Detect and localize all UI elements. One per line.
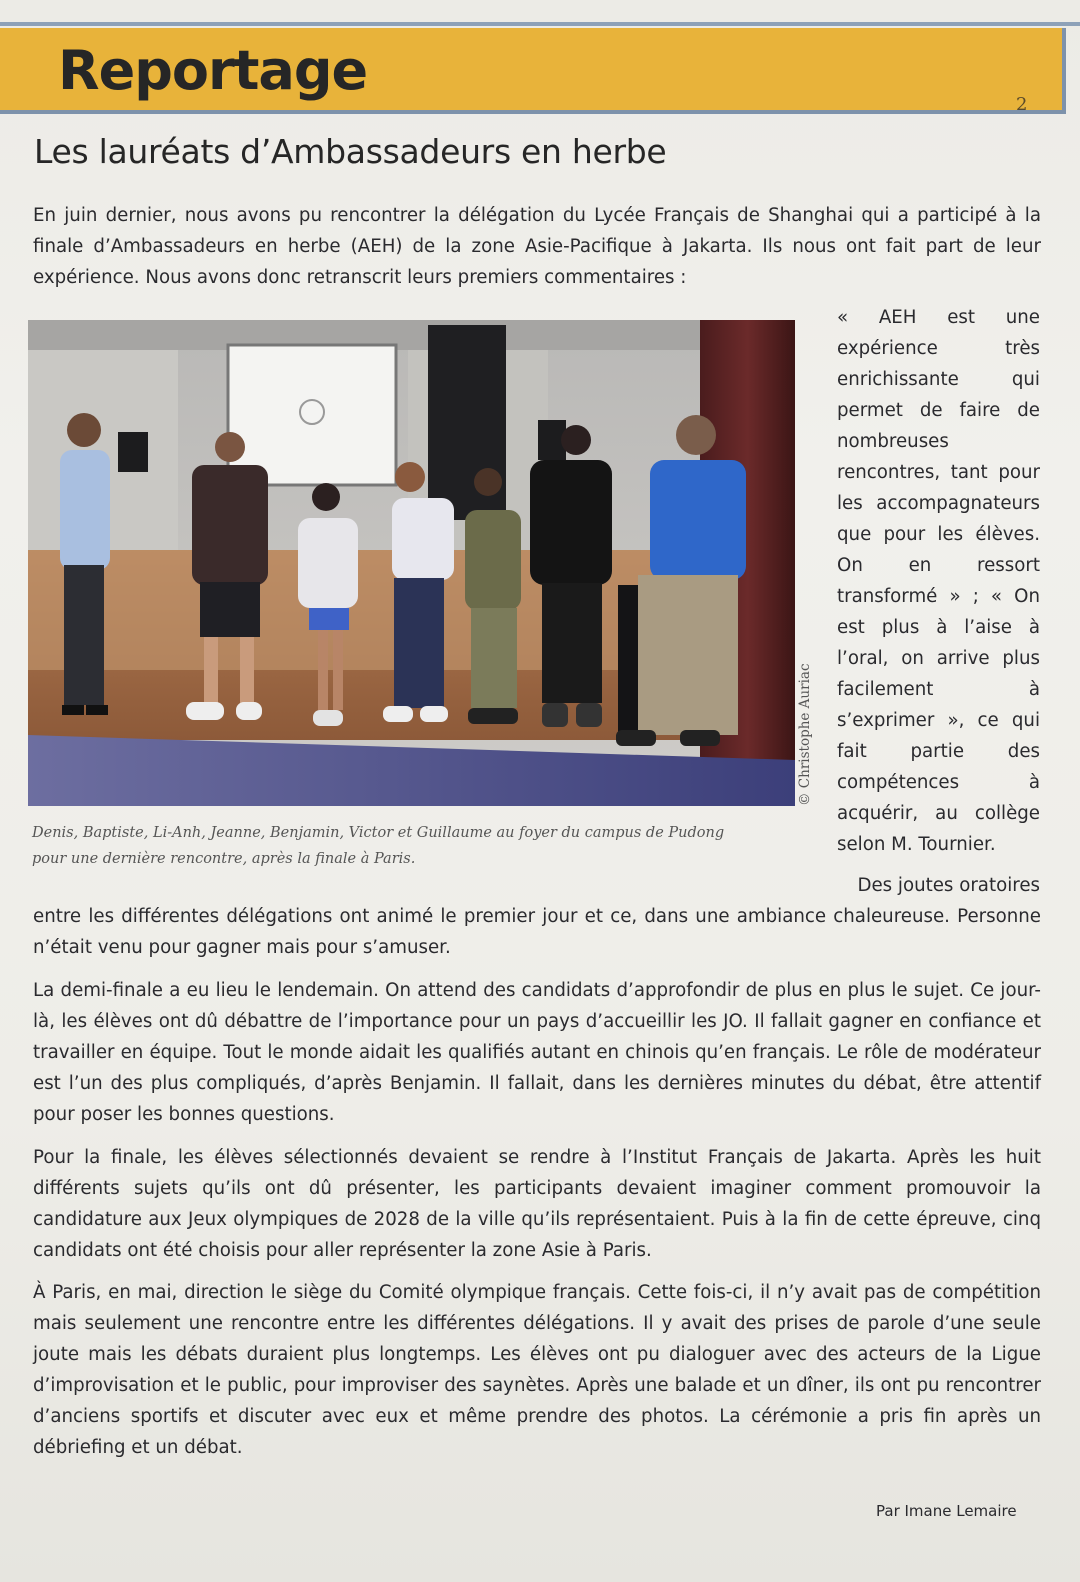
section-title: Reportage — [58, 39, 368, 102]
photo-credit: © Christophe Auriac — [797, 663, 813, 806]
page-number: 2 — [1016, 94, 1028, 115]
article-paragraph-joutes: entre les différentes délégations ont animé le premier jour et ce, dans une ambiance chaleureuse. Personne n’était venu pour gagner mais pour s’amuser. — [33, 906, 1041, 958]
section-banner — [0, 28, 1066, 114]
article-paragraph-demi-finale: La demi-finale a eu lieu le lendemain. On attend des candidats d’approfondir de plus en plus le sujet. Ce jour-là, les élèves ont dû débattre de l’importance pour un pays d’accueillir les JO. Il fallait gagner en confiance et travailler en équipe. Tout le monde aidait les qualifiés autant en chinois qu’en français. Le rôle de modérateur est l’un des plus compliqués, d’après Benjamin. Il fallait, dans les dernières minutes du débat, être attentif pour poser les bonnes questions. — [33, 980, 1041, 1125]
photo-caption-line-1: Denis, Baptiste, Li-Anh, Jeanne, Benjamin, Victor et Guillaume au foyer du campus de Pudong — [32, 825, 725, 841]
top-rule — [0, 22, 1080, 26]
article-intro: En juin dernier, nous avons pu rencontrer la délégation du Lycée Français de Shanghai qui a participé à la finale d’Ambassadeurs en herbe (AEH) de la zone Asie-Pacifique à Jakarta. Ils nous ont fait part de leur expérience. Nous avons donc retranscrit leurs premiers commentaires : — [33, 205, 1041, 288]
article-paragraph-paris: À Paris, en mai, direction le siège du Comité olympique français. Cette fois-ci, il n’y avait pas de compétition mais seulement une rencontre entre les différentes délégations. Il y avait des prises de parole d’une seule joute mais les débats duraient plus longtemps. Les élèves ont pu dialoguer avec des acteurs de la Ligue d’improvisation et le public, pour improviser des saynètes. Après une balade et un dîner, ils ont pu rencontrer d’anciens sportifs et discuter avec eux et même prendre des photos. La cérémonie a pris fin après un débriefing et un débat. — [33, 1282, 1041, 1458]
photo-caption — [32, 820, 792, 872]
article-paragraph-finale: Pour la finale, les élèves sélectionnés devaient se rendre à l’Institut Français de Jakarta. Après les huit différents sujets qu’ils ont dû présenter, les participants devaient imaginer comment promouvoir la candidature aux Jeux olympiques de 2028 de la ville qu’ils représentaient. Puis à la fin de cette épreuve, cinq candidats ont été choisis pour aller représenter la zone Asie à Paris. — [33, 1147, 1041, 1261]
delegation-photo — [28, 320, 795, 806]
article-quote: « AEH est une expérience très enrichissante qui permet de faire de nombreuses rencontres, tant pour les accompagnateurs que pour les élèves. On en ressort transformé » ; « On est plus à l’aise à l’oral, on arrive plus facilement à s’exprimer », ce qui fait partie des compétences à acquérir, au collège selon M. Tournier. — [837, 307, 1040, 855]
article-paragraph-joutes-start: Des joutes oratoires — [857, 875, 1040, 896]
article-headline: Les lauréats d’Ambassadeurs en herbe — [34, 132, 667, 171]
photo-caption-line-2: pour une dernière rencontre, après la finale à Paris. — [32, 851, 416, 867]
article-byline: Par Imane Lemaire — [876, 1502, 1017, 1520]
